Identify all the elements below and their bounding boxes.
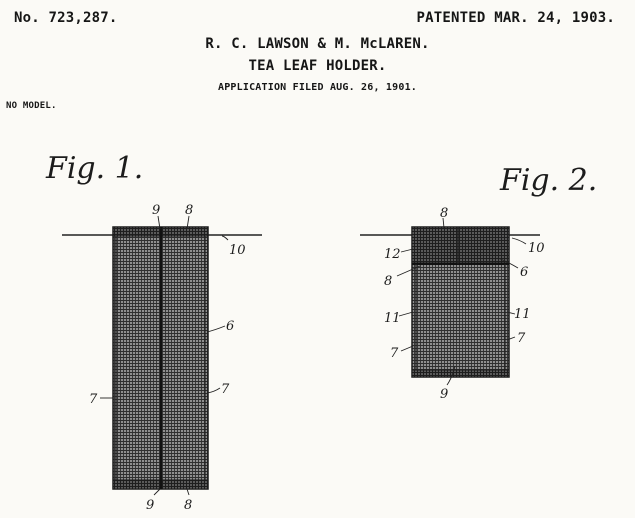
fig1-ref-9-top: 9: [152, 203, 161, 218]
fig1-leader-10: [222, 236, 228, 240]
model-note: NO MODEL.: [6, 101, 57, 111]
patent-number: No. 723,287.: [14, 10, 118, 26]
fig1-ref-6: 6: [226, 319, 235, 334]
fig1-ref-8-bottom: 8: [184, 498, 193, 513]
fig1-leader-8-bottom: [187, 489, 189, 495]
fig1-leader-9-bottom: [154, 489, 160, 495]
fig1-ref-9-bottom: 9: [146, 498, 155, 513]
fig2-ref-7-right: 7: [517, 331, 526, 346]
patented-date: PATENTED MAR. 24, 1903.: [416, 10, 615, 26]
fig2-ref-9: 9: [440, 387, 449, 402]
fig1-ref-8-top: 8: [185, 203, 194, 218]
fig2-leader-12: [401, 249, 413, 252]
fig2-leader-11-left: [399, 312, 413, 316]
fig1-ref-7-right: 7: [221, 382, 230, 397]
figure-2: [360, 163, 597, 402]
fig2-ref-8-left: 8: [384, 274, 393, 289]
fig1-ref-7-left: 7: [89, 392, 98, 407]
fig2-top-band: [412, 227, 509, 263]
fig2-label: Fig. 2.: [500, 163, 598, 198]
fig1-label: Fig. 1.: [46, 151, 144, 186]
fig1-ref-10: 10: [229, 243, 246, 258]
fig2-ref-12: 12: [384, 247, 401, 262]
fig1-leader-7-right: [207, 388, 220, 393]
invention-title: TEA LEAF HOLDER.: [248, 58, 387, 74]
inventors: R. C. LAWSON & M. McLAREN.: [205, 36, 430, 52]
fig2-ref-10: 10: [528, 241, 545, 256]
fig2-leader-7-left: [401, 346, 413, 351]
figure-1: [45, 151, 262, 513]
fig2-ref-8-top: 8: [440, 206, 449, 221]
fig2-ref-6: 6: [520, 265, 529, 280]
fig2-leader-10: [512, 238, 526, 244]
fig2-bottom-rim: [412, 370, 509, 377]
fig2-ref-7-left: 7: [390, 346, 399, 361]
fig2-ref-11-left: 11: [384, 311, 401, 326]
fig2-ref-11-right: 11: [514, 307, 531, 322]
application-filed: APPLICATION FILED AUG. 26, 1901.: [217, 82, 418, 93]
fig1-leader-6: [207, 326, 225, 332]
